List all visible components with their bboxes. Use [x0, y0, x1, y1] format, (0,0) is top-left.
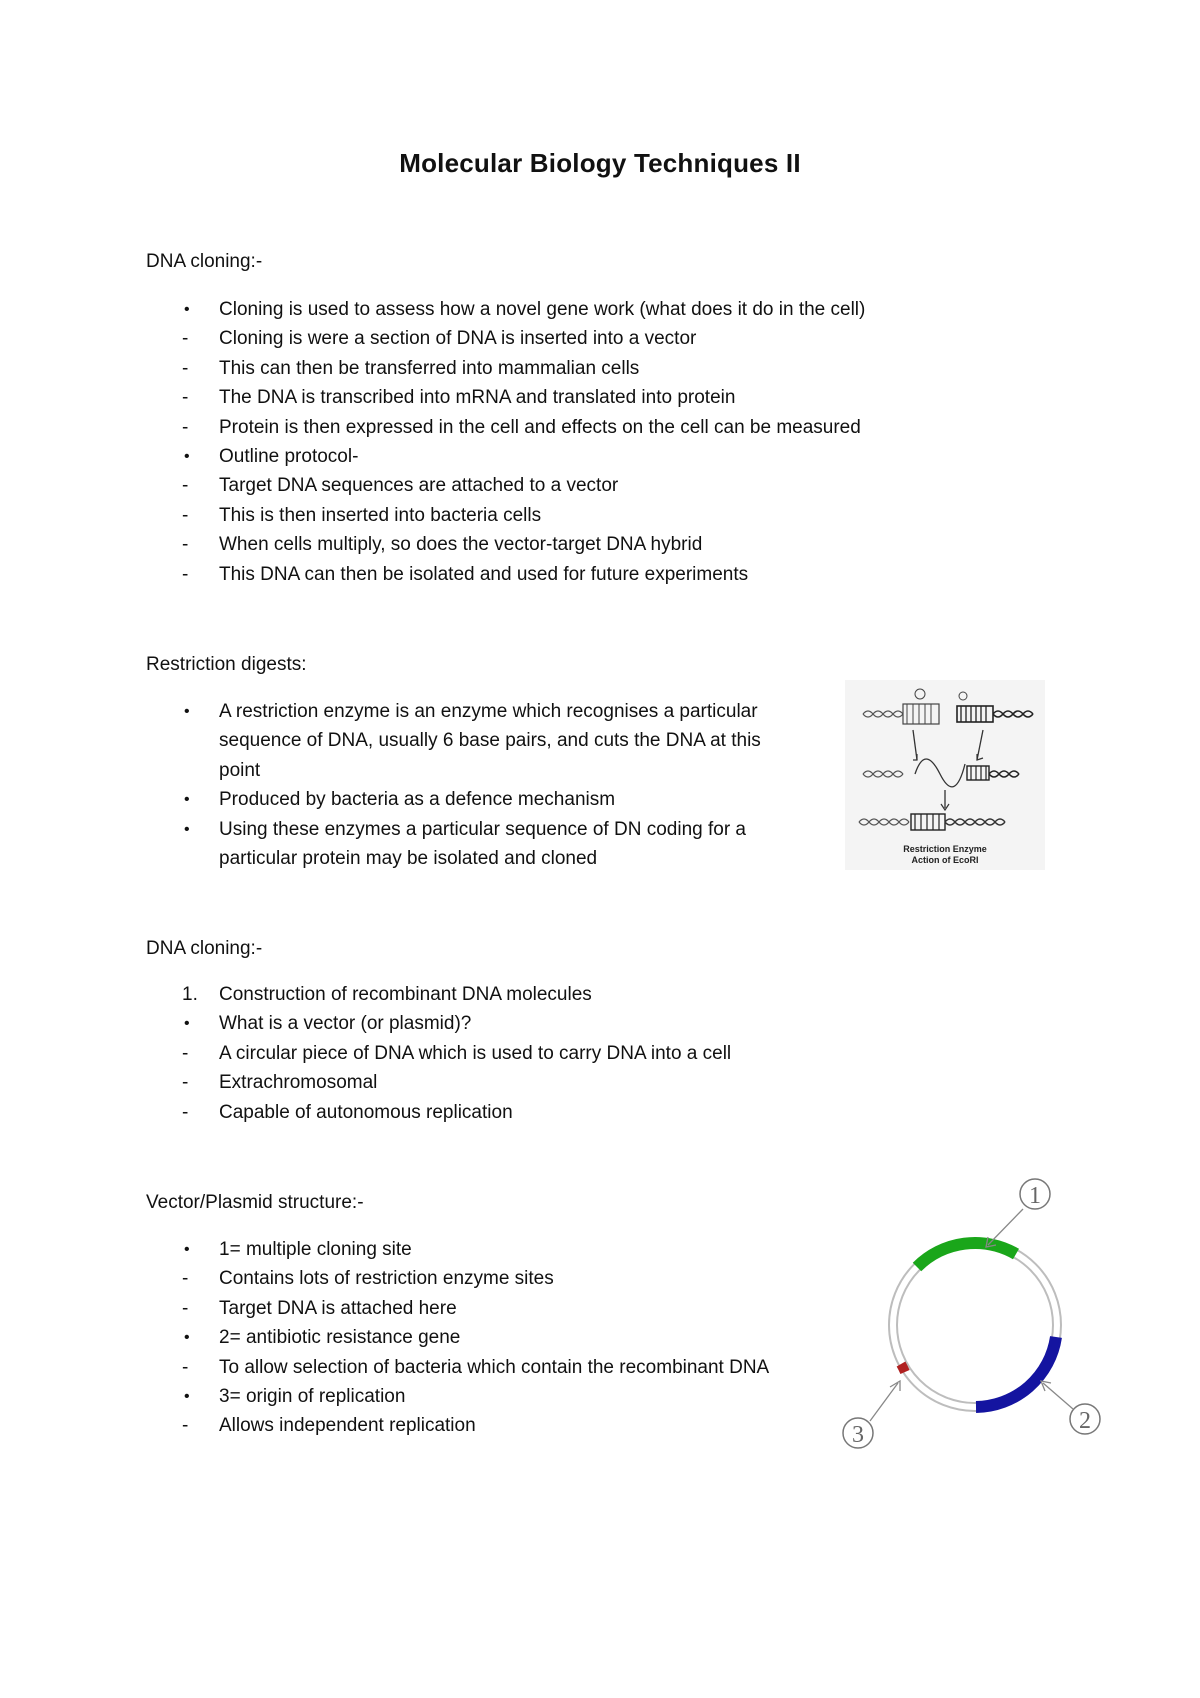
section-heading-dna-cloning-2: DNA cloning:- — [146, 938, 263, 959]
list-item — [146, 442, 865, 471]
list-item — [146, 471, 865, 500]
list-item-text: Construction of recombinant DNA molecules — [219, 984, 592, 1005]
list-item-text: 2= antibiotic resistance gene — [219, 1327, 461, 1349]
label-1-pointer — [988, 1209, 1023, 1245]
list-item — [146, 560, 865, 589]
list-marker: - — [182, 1297, 189, 1319]
list-item — [146, 324, 865, 353]
list-item — [146, 1353, 769, 1382]
list-item-text: 1= multiple cloning site — [219, 1239, 412, 1260]
list-item — [146, 1323, 769, 1352]
list-marker: • — [184, 703, 190, 720]
list-item-text: The DNA is transcribed into mRNA and translated into protein — [219, 387, 736, 409]
multiple-cloning-site-arc — [917, 1243, 1016, 1267]
list-item-text: Outline protocol- — [219, 446, 359, 468]
list-item-text: Protein is then expressed in the cell and effects on the cell can be measured — [219, 416, 861, 438]
list-item-text: A restriction enzyme is an enzyme which recognises a particular sequence of DNA, usually 6 base pairs, and cuts the DNA at this point — [219, 701, 761, 781]
list-item-text: A circular piece of DNA which is used to carry DNA into a cell — [219, 1042, 732, 1064]
list-marker: 1. — [182, 984, 198, 1005]
list-item-text: This DNA can then be isolated and used for future experiments — [219, 563, 749, 585]
section-list-restriction-digests — [146, 697, 779, 873]
list-marker: - — [182, 1101, 189, 1123]
list-item — [146, 1264, 769, 1293]
list-item — [146, 815, 779, 874]
list-item — [146, 383, 865, 412]
list-item — [146, 354, 865, 383]
list-item-text: This can then be transferred into mammalian cells — [219, 357, 640, 379]
list-item — [146, 501, 865, 530]
list-item-text: Contains lots of restriction enzyme sites — [219, 1268, 554, 1290]
list-marker: - — [182, 1356, 189, 1378]
list-marker: - — [182, 328, 189, 350]
list-marker: • — [184, 791, 190, 809]
list-item-text: This is then inserted into bacteria cells — [219, 504, 542, 526]
label-2-pointer — [1043, 1383, 1073, 1409]
list-item — [146, 1009, 731, 1038]
list-marker: - — [182, 475, 189, 497]
list-marker: • — [184, 301, 190, 318]
list-marker: • — [184, 1329, 190, 1347]
list-marker: - — [182, 416, 189, 438]
section-heading-dna-cloning: DNA cloning:- — [146, 251, 263, 272]
list-marker: - — [182, 1072, 189, 1094]
list-marker: - — [182, 534, 189, 556]
list-marker: - — [182, 563, 189, 585]
list-marker: • — [184, 448, 190, 466]
list-item-text: What is a vector (or plasmid)? — [219, 1013, 472, 1035]
list-item-text: Capable of autonomous replication — [219, 1101, 513, 1123]
list-marker: - — [182, 387, 189, 409]
origin-of-replication-mark — [901, 1364, 905, 1372]
list-marker: - — [182, 1415, 189, 1437]
list-item-text: Target DNA is attached here — [219, 1297, 457, 1319]
label-2: 2 — [1079, 1408, 1091, 1434]
list-item — [146, 1294, 769, 1323]
list-marker: • — [184, 1015, 190, 1033]
list-item — [146, 413, 865, 442]
section-heading-restriction-digests: Restriction digests: — [146, 654, 307, 675]
restriction-enzyme-figure — [845, 680, 1045, 870]
section-list-plasmid-structure — [146, 1235, 769, 1441]
list-item — [146, 785, 779, 814]
list-marker: • — [184, 820, 190, 838]
section-list-dna-cloning — [146, 295, 865, 589]
restriction-caption-line-2: Action of EcoRI — [911, 855, 979, 865]
list-item — [146, 530, 865, 559]
list-item — [146, 295, 865, 324]
section-list-dna-cloning-2 — [146, 980, 731, 1127]
list-item-text: Cloning is were a section of DNA is inserted into a vector — [219, 328, 697, 350]
list-item — [146, 1411, 769, 1440]
list-item-text: Target DNA sequences are attached to a vector — [219, 475, 619, 497]
list-marker: - — [182, 1268, 189, 1290]
plasmid-diagram — [840, 1165, 1110, 1465]
list-marker: • — [184, 1241, 190, 1258]
list-marker: - — [182, 1042, 189, 1064]
section-heading-plasmid-structure: Vector/Plasmid structure:- — [146, 1192, 364, 1213]
document-title: Molecular Biology Techniques II — [399, 148, 801, 178]
list-item — [146, 1235, 769, 1264]
list-item — [146, 1098, 731, 1127]
list-item — [146, 697, 779, 785]
list-item-text: Allows independent replication — [219, 1415, 476, 1437]
list-item-text: Using these enzymes a particular sequence of DN coding for a particular protein may be isolated and cloned — [219, 818, 746, 870]
list-item-text: Extrachromosomal — [219, 1072, 378, 1094]
list-marker: • — [184, 1388, 190, 1406]
list-item — [146, 1068, 731, 1097]
list-item-text: When cells multiply, so does the vector-target DNA hybrid — [219, 534, 703, 556]
list-item — [146, 980, 731, 1009]
list-marker: - — [182, 357, 189, 379]
label-3: 3 — [852, 1422, 864, 1448]
antibiotic-resistance-gene-arc — [976, 1337, 1056, 1407]
restriction-caption-line-1: Restriction Enzyme — [903, 844, 987, 854]
list-item-text: Cloning is used to assess how a novel gene work (what does it do in the cell) — [219, 299, 866, 320]
list-item — [146, 1382, 769, 1411]
list-item-text: Produced by bacteria as a defence mechanism — [219, 789, 616, 811]
label-3-pointer — [870, 1383, 898, 1421]
label-1: 1 — [1029, 1183, 1041, 1209]
list-item-text: 3= origin of replication — [219, 1386, 406, 1408]
list-item — [146, 1039, 731, 1068]
list-item-text: To allow selection of bacteria which contain the recombinant DNA — [219, 1356, 770, 1378]
list-marker: - — [182, 504, 189, 526]
